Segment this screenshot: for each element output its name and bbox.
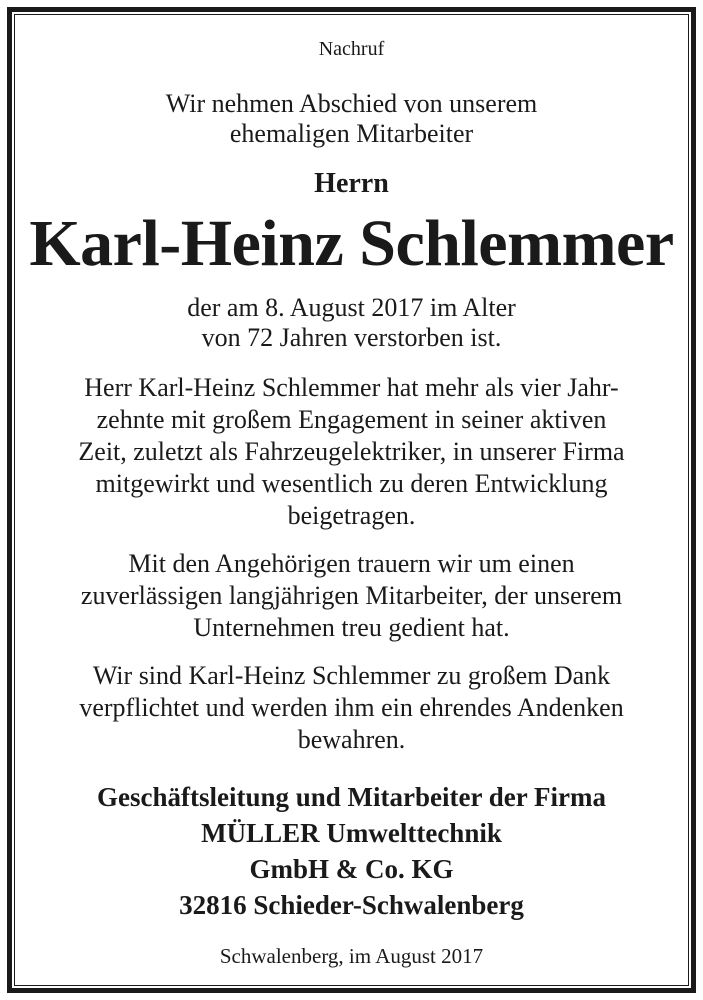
notice-heading: Nachruf [318,38,385,60]
paragraph1-line-4: mitgewirkt und wesentlich zu deren Entwicklung [95,469,608,498]
death-info-line-2: von 72 Jahren verstorben ist. [201,323,502,352]
signature-line-3: GmbH & Co. KG [249,854,454,884]
death-info-line-1: der am 8. August 2017 im Alter [187,293,516,322]
paragraph3-line-3: bewahren. [297,725,406,754]
paragraph1-line-3: Zeit, zuletzt als Fahrzeugelektriker, in unserer Firma [78,437,625,466]
paragraph3-line-2: verpflichtet und werden ihm ein ehrendes Andenken [79,693,624,722]
signature-line-2: MÜLLER Umwelttechnik [201,818,502,848]
paragraph1-line-2: zehnte mit großem Engagement in seiner aktiven [96,405,607,434]
paragraph1-line-1: Herr Karl-Heinz Schlemmer hat mehr als vier Jahr- [84,373,619,402]
signature-line-4: 32816 Schieder-Schwalenberg [179,890,524,920]
place-date: Schwalenberg, im August 2017 [219,944,484,968]
paragraph3-line-1: Wir sind Karl-Heinz Schlemmer zu großem Dank [92,661,611,690]
paragraph2-line-1: Mit den Angehörigen trauern wir um einen [128,549,575,578]
signature-line-1: Geschäftsleitung und Mitarbeiter der Firma [97,782,606,812]
intro-line-1: Wir nehmen Abschied von unserem [165,89,538,118]
intro-line-2: ehemaligen Mitarbeiter [229,119,474,148]
salutation: Herrn [314,168,389,199]
paragraph2-line-3: Unternehmen treu gedient hat. [193,613,510,642]
deceased-name: Karl-Heinz Schlemmer [29,207,674,280]
paragraph2-line-2: zuverlässigen langjährigen Mitarbeiter, der unserem [80,581,623,610]
paragraph1-line-5: beigetragen. [287,501,416,530]
